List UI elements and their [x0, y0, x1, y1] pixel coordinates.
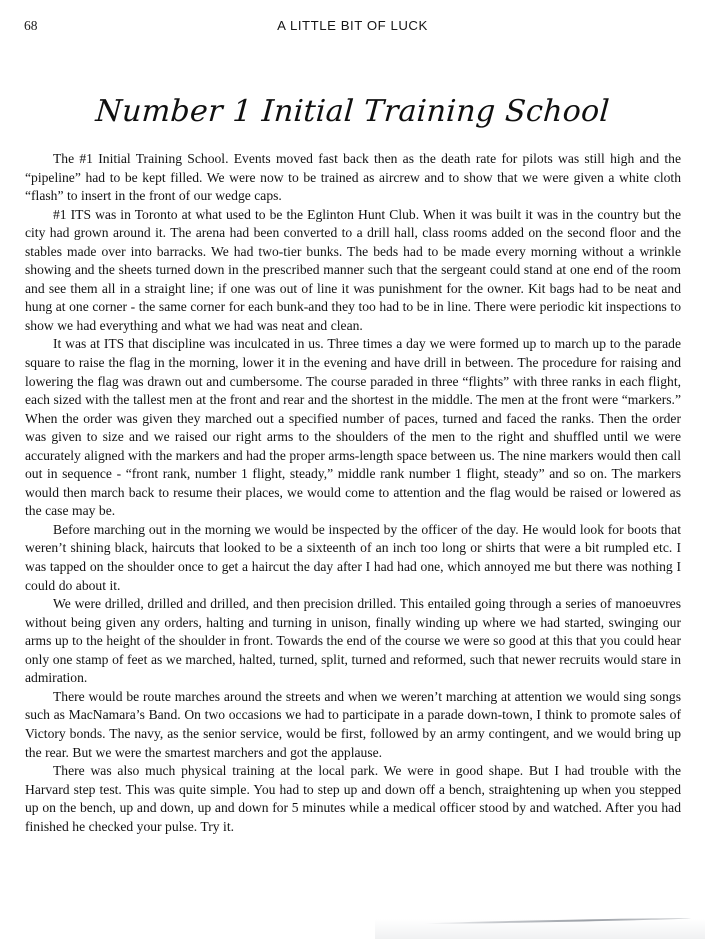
body-paragraph: #1 ITS was in Toronto at what used to be the Eglinton Hunt Club. When it was built it was in the country but the city had grown around it. The arena had been converted to a drill hall, class rooms added on the second floor and the stables made over into barracks. We had two-tier bunks. The beds had to be made every morning without a wrinkle showing and the sheets turned down in the prescribed manner such that the sergeant could stand at one end of the room and see them all in a straight line; if one was out of line it was punishment for the owner. Kit bags had to be neat and hung at one corner - the same corner for each bunk-and they too had to be in line. There were periodic kit inspections to show we had everything and what we had was neat and clean. — [25, 206, 681, 333]
body-paragraph: Before marching out in the morning we would be inspected by the officer of the day. He would look for boots that weren’t shining black, haircuts that looked to be a sixteenth of an inch too long or shirts that were a bit rumpled etc. I was tapped on the shoulder once to get a haircut the day after I had had one, which annoyed me but there was nothing I could do about it. — [25, 521, 681, 593]
page-number: 68 — [24, 18, 38, 33]
body-paragraph: The #1 Initial Training School. Events moved fast back then as the death rate for pilots was still high and the “pipeline” had to be kept filled. We were now to be trained as aircrew and to show that we were given a white cloth “flash” to insert in the front of our wedge caps. — [25, 151, 681, 204]
body-paragraph: It was at ITS that discipline was inculcated in us. Three times a day we were formed up to march up to the parade square to raise the flag in the morning, lower it in the evening and have drill in between. The procedure for raising and lowering the flag was drawn out and cumbersome. The course paraded in three “flights” with three ranks in each flight, each sized with the tallest men at the front and rear and the shortest in the middle. The men at the front were “markers.” When the order was given they marched out a specified number of paces, turned and faced the ranks. Then the order was given to size and we raised our right arms to the shoulders of the men to the right and shuffled until we were accurately aligned with the markers and had the proper arms-length space between us. The nine markers would then call out in sequence - “front rank, number 1 flight, steady,” middle rank number 1 flight, steady” and so on. The markers would then march back to resume their places, we would come to attention and the flag would be raised or lowered as the case may be. — [25, 336, 681, 519]
body-paragraph: We were drilled, drilled and drilled, and then precision drilled. This entailed going through a series of manoeuvres without being given any orders, halting and turning in unison, finally winding up where we had started, swinging our arms up to the height of the shoulder in front. Towards the end of the course we were so good at this that you could hear only one stamp of feet as we marched, halted, turned, split, turned and reformed, such that newer recruits would stare in admiration. — [25, 596, 681, 686]
scan-edge-shadow — [375, 919, 705, 939]
running-header — [0, 17, 705, 37]
body-paragraph: There would be route marches around the streets and when we weren’t marching at attention we would sing songs such as MacNamara’s Band. On two occasions we had to participate in a parade down-town, I think to promote sales of Victory bonds. The navy, as the senior service, would be first, followed by an army contingent, and we would bring up the rear. But we were the smartest marchers and got the applause. — [25, 688, 681, 760]
chapter-title: Number 1 Initial Training School — [94, 94, 611, 129]
book-title-running-head: A LITTLE BIT OF LUCK — [277, 18, 428, 33]
body-text — [25, 150, 681, 836]
body-paragraph: There was also much physical training at the local park. We were in good shape. But I had trouble with the Harvard step test. This was quite simple. You had to step up and down off a bench, straightening up when you stepped up on the bench, up and down, up and down for 5 minutes while a medical officer stood by and watched. After you had finished he checked your pulse. Try it. — [25, 763, 681, 834]
scan-page-edge-line — [423, 917, 691, 924]
